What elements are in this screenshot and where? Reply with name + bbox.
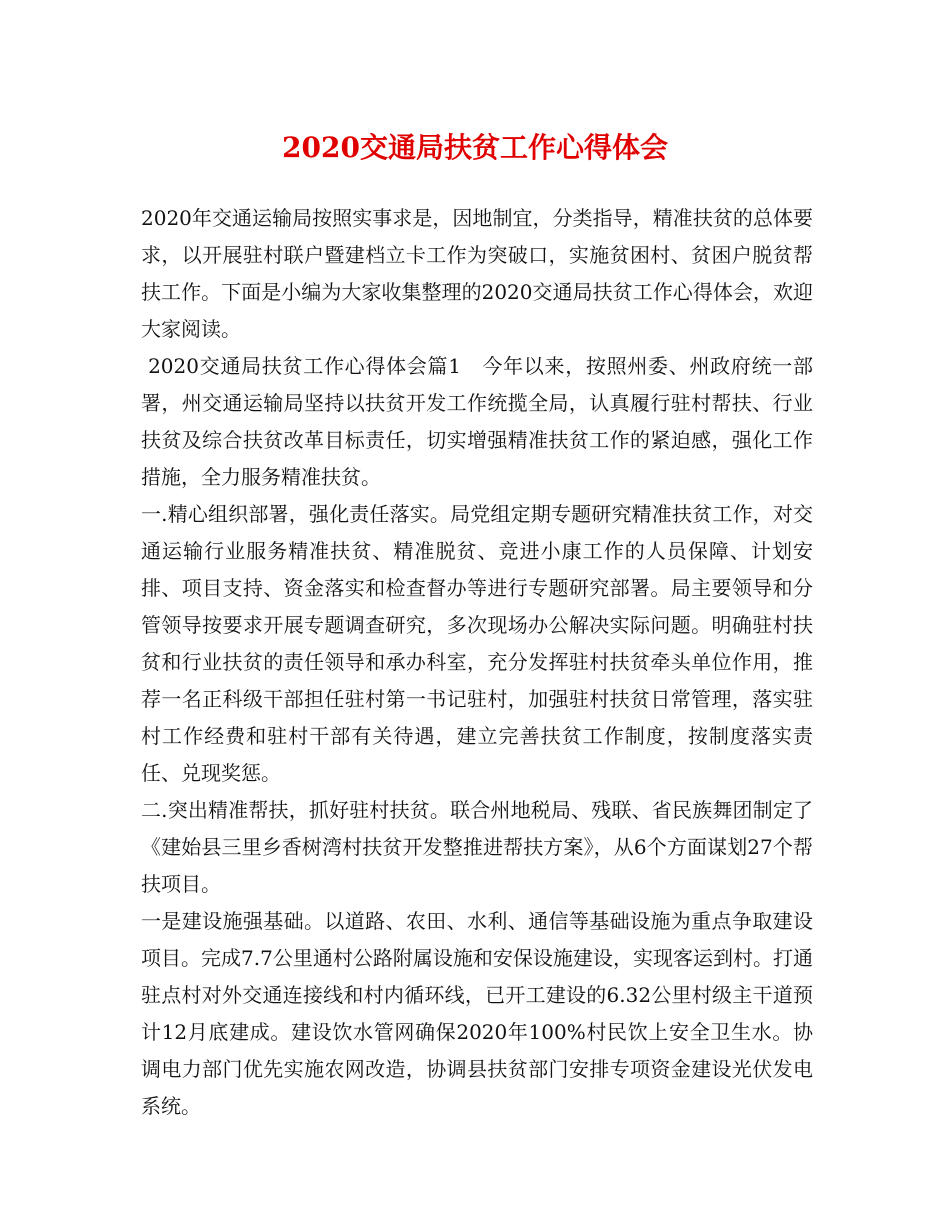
document-title: 2020交通局扶贫工作心得体会 bbox=[282, 131, 668, 164]
paragraph-article-1: 2020交通局扶贫工作心得体会篇1 今年以来，按照州委、州政府统一部署，州交通运输局坚持以扶贫开发工作统揽全局，认真履行驻村帮扶、行业扶贫及综合扶贫改革目标责任，切实增强精准扶贫工作的紧迫感，强化工作措施，全力服务精准扶贫。 bbox=[141, 354, 814, 489]
paragraph-intro: 2020年交通运输局按照实事求是，因地制宜，分类指导，精准扶贫的总体要求，以开展驻村联户暨建档立卡工作为突破口，实施贫困村、贫困户脱贫帮扶工作。下面是小编为大家收集整理的2020交通局扶贫工作心得体会，欢迎大家阅读。 bbox=[141, 206, 813, 341]
paragraph-section-2: 二.突出精准帮扶，抓好驻村扶贫。联合州地税局、残联、省民族舞团制定了《建始县三里乡香树湾村扶贫开发整推进帮扶方案》，从6个方面谋划27个帮扶项目。 bbox=[141, 798, 813, 896]
paragraph-section-1: 一.精心组织部署，强化责任落实。局党组定期专题研究精准扶贫工作，对交通运输行业服务精准扶贫、精准脱贫、竞进小康工作的人员保障、计划安排、项目支持、资金落实和检查督办等进行专题研究部署。局主要领导和分管领导按要求开展专题调查研究，多次现场办公解决实际问题。明确驻村扶贫和行业扶贫的责任领导和承办科室，充分发挥驻村扶贫牵头单位作用，推荐一名正科级干部担任驻村第一书记驻村，加强驻村扶贫日常管理，落实驻村工作经费和驻村干部有关待遇，建立完善扶贫工作制度，按制度落实责任、兑现奖惩。 bbox=[141, 502, 813, 785]
paragraph-infrastructure: 一是建设施强基础。以道路、农田、水利、通信等基础设施为重点争取建设项目。完成7.7公里通村公路附属设施和安保设施建设，实现客运到村。打通驻点村对外交通连接线和村内循环线，已开工建设的6.32公里村级主干道预计12月底建成。建设饮水管网确保2020年100%村民饮上安全卫生水。协调电力部门优先实施农网改造，协调县扶贫部门安排专项资金建设光伏发电系统。 bbox=[141, 909, 813, 1118]
document-body bbox=[141, 200, 813, 1125]
